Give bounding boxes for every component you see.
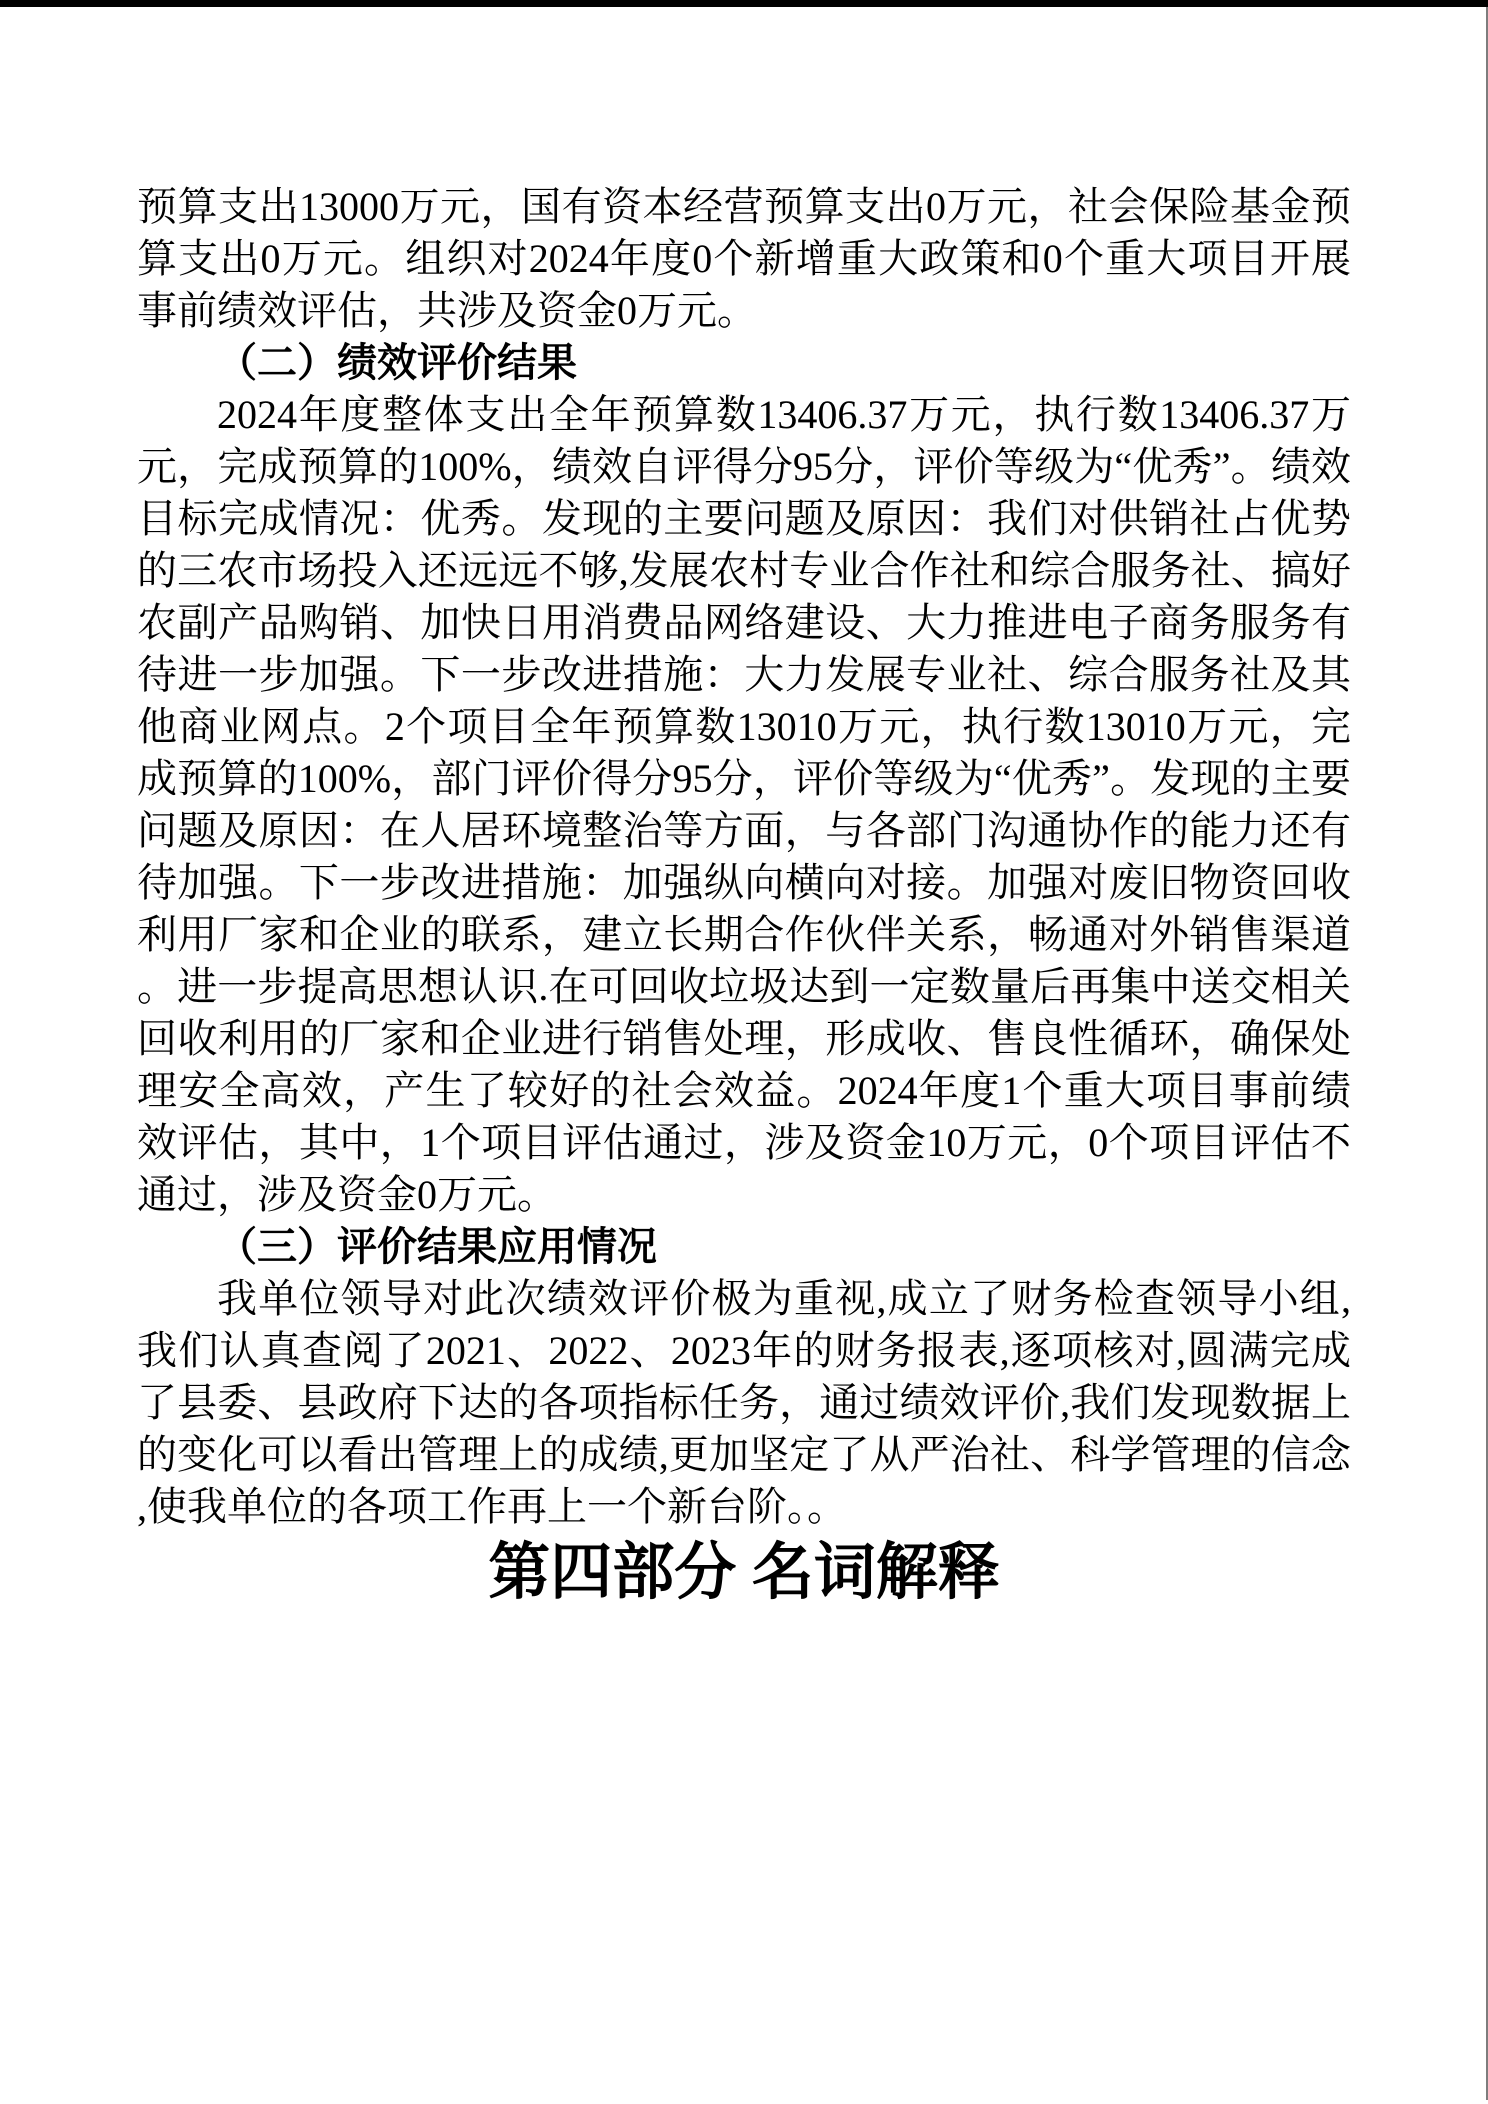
body-paragraph-continuation: 预算支出13000万元，国有资本经营预算支出0万元，社会保险基金预算支出0万元。组织对2024年度0个新增重大政策和0个重大项目开展事前绩效评估，共涉及资金0万元。 (137, 184, 1351, 333)
body-paragraph-result-application: 我单位领导对此次绩效评价极为重视,成立了财务检查领导小组,我们认真查阅了2021、2022、2023年的财务报表,逐项核对,圆满完成了县委、县政府下达的各项指标任务，通过绩效评价,我们发现数据上的变化可以看出管理上的成绩,更加坚定了从严治社、科学管理的信念,使我单位的各项工作再上一个新台阶。。 (137, 1276, 1351, 1529)
subsection-heading-performance-evaluation-results: （二）绩效评价结果 (217, 340, 577, 385)
body-paragraph-evaluation-results: 2024年度整体支出全年预算数13406.37万元，执行数13406.37万元，完成预算的100%，绩效自评得分95分，评价等级为“优秀”。绩效目标完成情况：优秀。发现的主要问题及原因：我们对供销社占优势的三农市场投入还远远不够,发展农村专业合作社和综合服务社、搞好农副产品购销、加快日用消费品网络建设、大力推进电子商务服务有待进一步加强。下一步改进措施：大力发展专业社、综合服务社及其他商业网点。2个项目全年预算数13010万元，执行数13010万元，完成预算的100%，部门评价得分95分，评价等级为“优秀”。发现的主要问题及原因：在人居环境整治等方面，与各部门沟通协作的能力还有待加强。下一步改进措施：加强纵向横向对接。加强对废旧物资回收利用厂家和企业的联系，建立长期合作伙伴关系，畅通对外销售渠道。进一步提高思想认识.在可回收垃圾达到一定数量后再集中送交相关回收利用的厂家和企业进行销售处理，形成收、售良性循环，确保处理安全高效，产生了较好的社会效益。2024年度1个重大项目事前绩效评估，其中，1个项目评估通过，涉及资金10万元，0个项目评估不通过，涉及资金0万元。 (137, 392, 1351, 1217)
document-page (137, 181, 1351, 1613)
subsection-heading-result-application: （三）评价结果应用情况 (217, 1224, 657, 1269)
section-title-part-four: 第四部分 名词解释 (488, 1539, 1000, 1607)
scan-edge-top (0, 0, 1488, 7)
